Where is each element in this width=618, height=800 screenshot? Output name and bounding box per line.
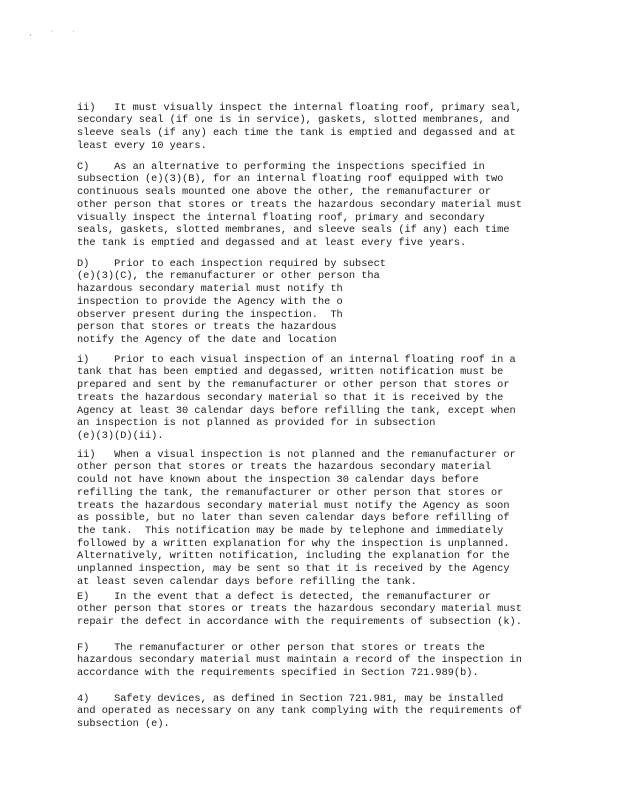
paragraph-e-defect-repair (77, 575, 522, 629)
text-line: accordance with the requirements specified in Section 721.989(b). (77, 667, 479, 680)
text-line: treats the hazardous secondary material must notify the Agency as soon (77, 499, 510, 512)
text-line: hazardous secondary material must notify th (77, 283, 343, 296)
paragraph-ii-inspect-roof (77, 89, 522, 153)
text-line: ii) When a visual inspection is not planned and the remanufacturer or (77, 448, 516, 461)
paragraph-ii-unplanned-inspection (77, 436, 516, 588)
text-line: inspection to provide the Agency with the o (77, 295, 343, 308)
paragraph-d-prior-inspection (77, 245, 386, 347)
text-line: 4) Safety devices, as defined in Section 721.981, may be installed (77, 692, 504, 705)
text-line: F) The remanufacturer or other person that stores or treats the (77, 641, 485, 654)
text-line: followed by a written explanation for why the inspection is unplanned. (77, 537, 510, 550)
paragraph-c-alternative (77, 148, 522, 250)
paragraph-f-record-keeping (77, 629, 522, 680)
text-line: C) As an alternative to performing the inspections specified in (77, 160, 485, 173)
text-line: tank that has been emptied and degassed, written notification must be (77, 366, 504, 379)
text-line: other person that stores or treats the hazardous secondary material (77, 461, 492, 474)
text-line: E) In the event that a defect is detected, the remanufacturer or (77, 590, 492, 603)
text-line: the tank is emptied and degassed and at least every five years. (77, 236, 467, 249)
text-line: continuous seals mounted one above the other, the remanufacturer or (77, 186, 492, 199)
text-line: other person that stores or treats the hazardous secondary material must (77, 603, 522, 616)
text-line: ii) It must visually inspect the internal floating roof, primary seal, (77, 101, 522, 114)
text-line: Alternatively, written notification, including the explanation for the (77, 550, 510, 563)
text-line: could not have known about the inspection 30 calendar days before (77, 474, 479, 487)
text-line: subsection (e). (77, 718, 170, 731)
paragraph-4-safety-devices (77, 680, 522, 731)
text-line: as possible, but no later than seven calendar days before refilling of (77, 512, 510, 525)
text-line: notify the Agency of the date and location (77, 333, 337, 346)
text-line: sleeve seals (if any) each time the tank is emptied and degassed and at (77, 127, 516, 140)
text-line: refilling the tank, the remanufacturer or other person that stores or (77, 486, 504, 499)
text-line: person that stores or treats the hazardous (77, 321, 337, 334)
text-line: prepared and sent by the remanufacturer or other person that stores or (77, 379, 510, 392)
text-line: Agency at least 30 calendar days before refilling the tank, except when (77, 404, 516, 417)
text-line: (e)(3)(C), the remanufacturer or other person tha (77, 270, 380, 283)
text-line: observer present during the inspection. Th (77, 308, 343, 321)
text-line: subsection (e)(3)(B), for an internal floating roof equipped with two (77, 173, 504, 186)
text-line: other person that stores or treats the hazardous secondary material must (77, 198, 522, 211)
text-line: (e)(3)(D)(ii). (77, 429, 164, 442)
text-line: D) Prior to each inspection required by subsect (77, 257, 386, 270)
text-line: the tank. This notification may be made by telephone and immediately (77, 524, 504, 537)
text-line: unplanned inspection, may be sent so that it is received by the Agency (77, 563, 510, 576)
scan-corner-marks: · ˙ ˙ (28, 31, 83, 40)
text-line: i) Prior to each visual inspection of an internal floating roof in a (77, 353, 516, 366)
text-line: an inspection is not planned as provided for in subsection (77, 417, 436, 430)
text-line: hazardous secondary material must maintain a record of the inspection in (77, 654, 522, 667)
text-line: secondary seal (if one is in service), gaskets, slotted membranes, and (77, 114, 510, 127)
text-line: least every 10 years. (77, 139, 207, 152)
text-line: visually inspect the internal floating roof, primary and secondary (77, 211, 485, 224)
text-line: seals, gaskets, slotted membranes, and sleeve seals (if any) each time (77, 224, 510, 237)
text-line: treats the hazardous secondary material so that it is received by the (77, 391, 504, 404)
text-line: repair the defect in accordance with the requirements of subsection (k). (77, 616, 522, 629)
text-line: and operated as necessary on any tank complying with the requirements of (77, 705, 522, 718)
paragraph-i-written-notification (77, 341, 516, 443)
text-line: at least seven calendar days before refilling the tank. (77, 575, 417, 588)
